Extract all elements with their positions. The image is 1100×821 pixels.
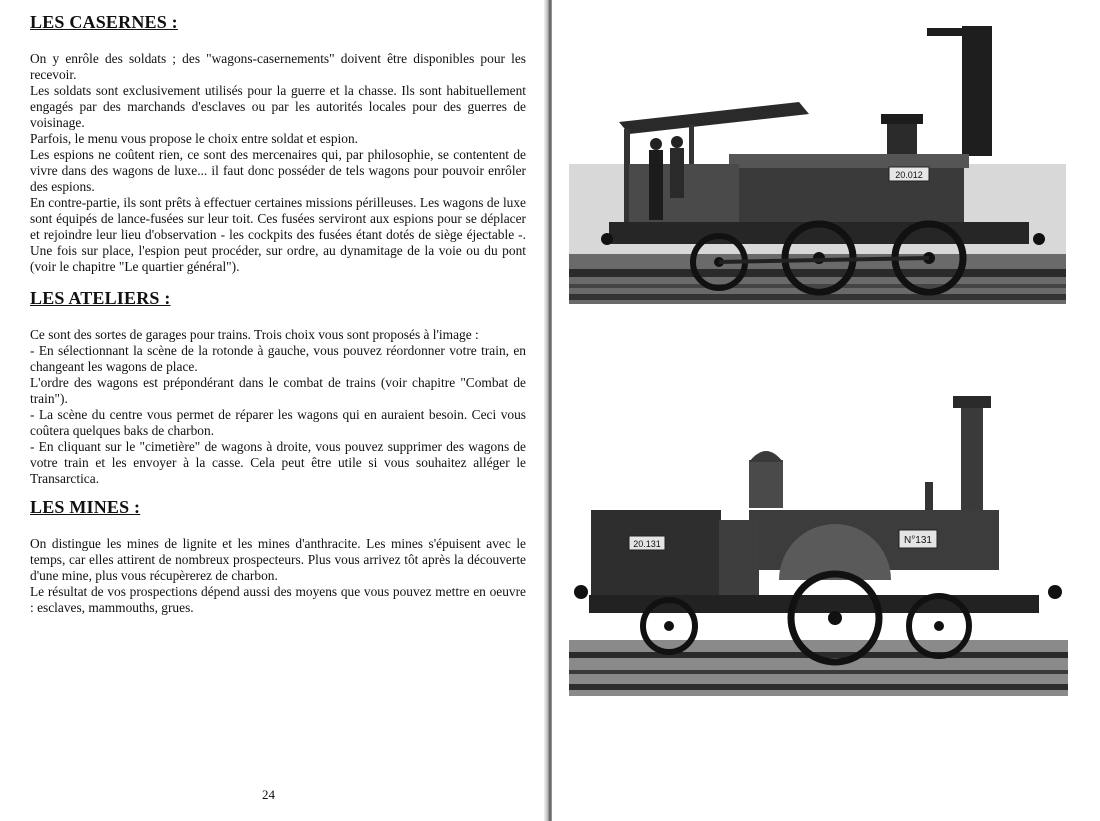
page-number: 24 <box>262 787 275 802</box>
paragraph: On distingue les mines de lignite et les mines d'anthracite. Les mines s'épuisent avec le temps, car elles attirent de nombreux prospecteurs. Plus vous arrivez tôt après la découverte d'une mine, plus vous récupèrerez de charbon. <box>30 536 526 583</box>
tender-plate: 20.131 <box>633 539 661 549</box>
paragraph: - La scène du centre vous permet de réparer les wagons qui en auraient besoin. Ceci vous coûtera quelques baks de charbon. <box>30 407 526 438</box>
paragraph: Les espions ne coûtent rien, ce sont des mercenaires qui, par philosophie, se contentent de vivre dans des wagons de luxe... il faut donc posséder de tels wagons pour pouvoir enrôler des espions. <box>30 147 526 194</box>
left-page-content <box>30 12 526 615</box>
section-ateliers <box>30 288 526 487</box>
locomotive-photo-2 <box>569 390 1068 696</box>
locomotive-photo-1 <box>569 14 1066 304</box>
paragraph: Les soldats sont exclusivement utilisés pour la guerre et la chasse. Ils sont habituellement engagés par des marchands d'esclaves ou par les autorités locales pour des guerres de voisinage. <box>30 83 526 130</box>
locomotive-illustration-1 <box>569 14 1066 304</box>
paragraph: - En cliquant sur le "cimetière" de wagons à droite, vous pouvez supprimer des wagons de votre train et les envoyer à la casse. Cela peut être utile si vous souhaitez alléger le Transarctica. <box>30 439 526 486</box>
section-mines <box>30 497 526 616</box>
loco-plate-2: N°131 <box>904 535 932 546</box>
loco-plate-1: 20.012 <box>895 170 923 180</box>
paragraph: On y enrôle des soldats ; des "wagons-casernements" doivent être disponibles pour les recevoir. <box>30 51 526 82</box>
paragraph: Ce sont des sortes de garages pour trains. Trois choix vous sont proposés à l'image : <box>30 327 479 342</box>
section-heading: LES ATELIERS : <box>30 288 171 308</box>
left-page <box>0 0 548 821</box>
section-heading: LES MINES : <box>30 497 141 517</box>
section-casernes <box>30 12 526 275</box>
paragraph: Parfois, le menu vous propose le choix entre soldat et espion. <box>30 131 358 146</box>
paragraph: - En sélectionnant la scène de la rotonde à gauche, vous pouvez réordonner votre train, en changeant les wagons de place. <box>30 343 526 374</box>
paragraph: Le résultat de vos prospections dépend aussi des moyens que vous pouvez mettre en oeuvre : esclaves, mammouths, grues. <box>30 584 526 615</box>
paragraph: En contre-partie, ils sont prêts à effectuer certaines missions périlleuses. Les wagons de luxe sont équipés de lance-fusées sur leur toit. Ces fusées serviront aux espions pour se déplacer et rejoindre leur lieu d'observation - les cockpits des fusées étant dotés de siège éjectable -. Une fois sur place, l'espion peut procéder, sur ordre, au dynamitage de la voie ou du pont (voir le chapitre "Le quartier général"). <box>30 195 526 274</box>
locomotive-illustration-2 <box>569 390 1068 696</box>
section-heading: LES CASERNES : <box>30 12 178 32</box>
right-page <box>552 0 1100 821</box>
paragraph: L'ordre des wagons est prépondérant dans le combat de trains (voir chapitre "Combat de train"). <box>30 375 526 406</box>
